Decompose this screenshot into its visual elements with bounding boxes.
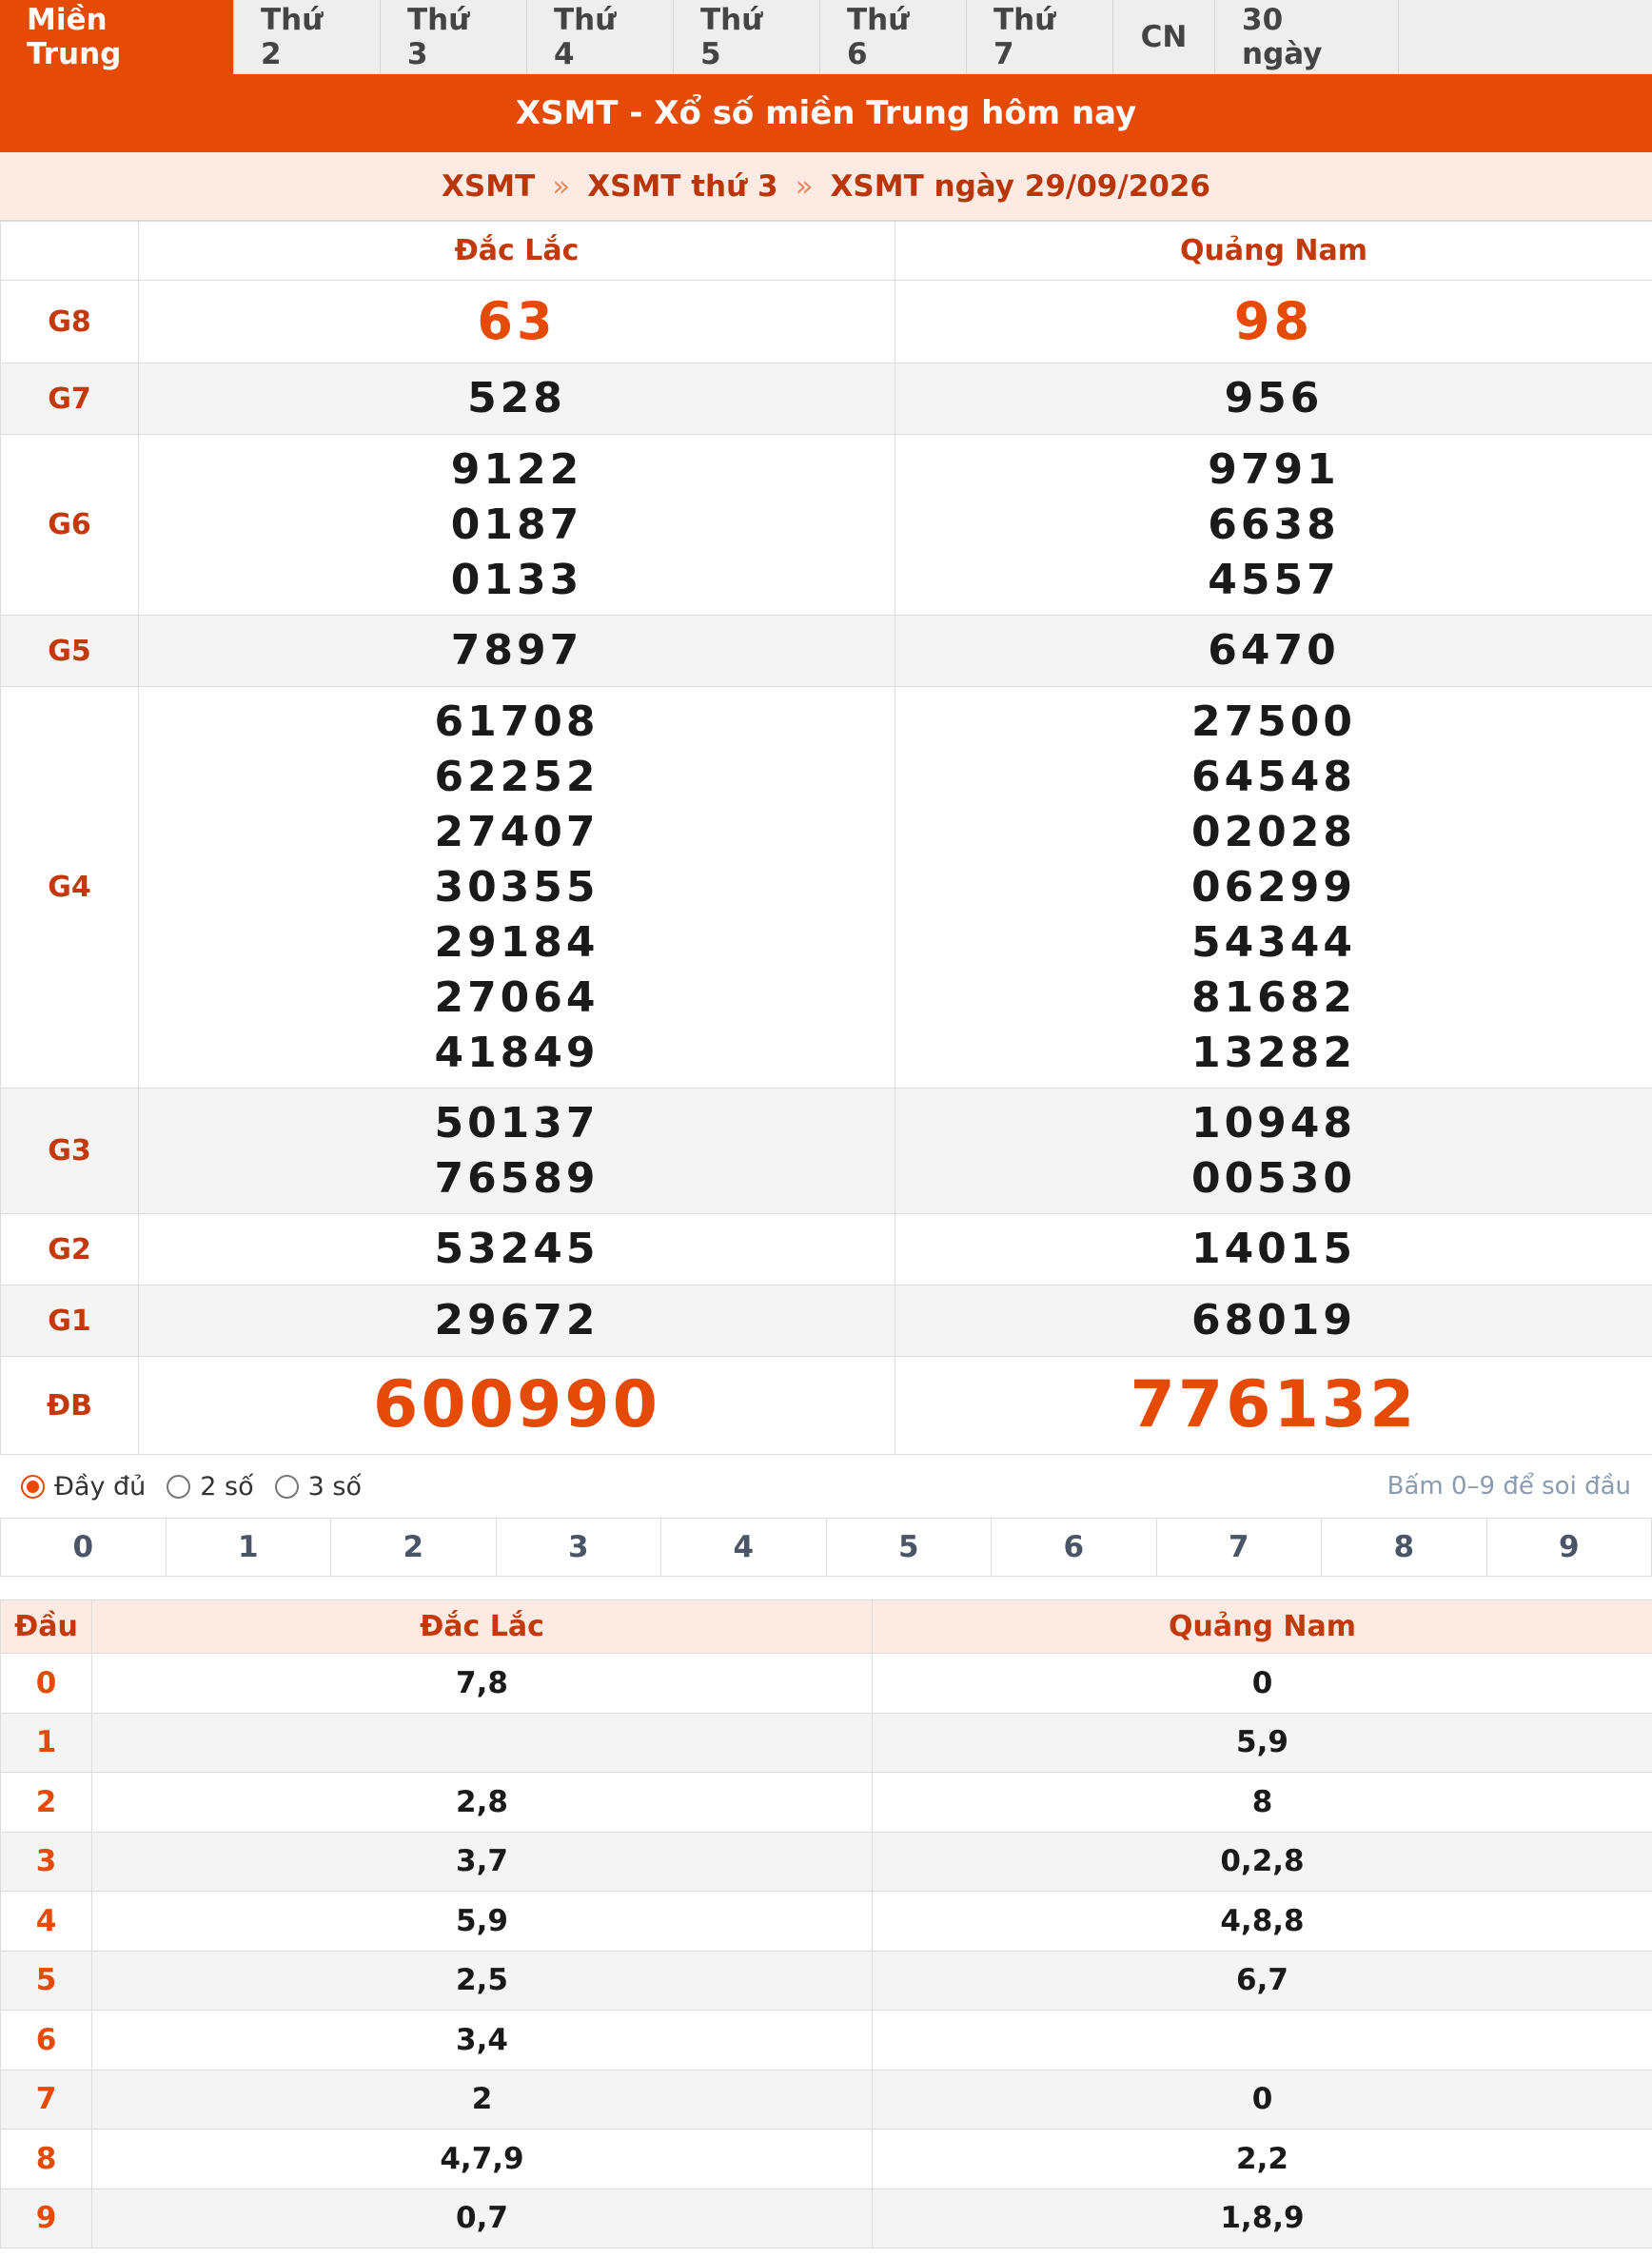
prize-cell xyxy=(895,1357,1652,1455)
dau-values: 2 xyxy=(92,2070,873,2129)
prize-number: 06299 xyxy=(1190,862,1357,912)
breadcrumb-xsmt[interactable]: XSMT xyxy=(442,168,536,204)
prize-label: G4 xyxy=(1,687,139,1089)
digit-filter-bar xyxy=(0,1518,1652,1577)
dau-values: 5,9 xyxy=(873,1713,1652,1773)
prize-cell xyxy=(895,616,1652,687)
prize-number: 528 xyxy=(467,374,566,422)
prize-label: G3 xyxy=(1,1089,139,1214)
dau-row xyxy=(1,2070,1652,2129)
prize-number: 62252 xyxy=(434,752,600,801)
prize-row-g4 xyxy=(1,687,1652,1089)
dau-values: 4,8,8 xyxy=(873,1892,1652,1952)
tab-thu-6[interactable]: Thứ 6 xyxy=(820,0,967,74)
dau-row xyxy=(1,1892,1652,1952)
prize-number: 29184 xyxy=(434,917,600,967)
prize-label: G2 xyxy=(1,1214,139,1286)
prize-number: 956 xyxy=(1224,374,1324,422)
prize-cell xyxy=(139,1357,895,1455)
prize-label: G7 xyxy=(1,363,139,435)
prize-number: 0133 xyxy=(450,555,583,604)
option-3-so[interactable] xyxy=(275,1472,362,1501)
hint-text: Bấm 0–9 để soi đầu xyxy=(1386,1472,1631,1501)
tab-cn[interactable]: CN xyxy=(1113,0,1215,74)
prize-row-g5 xyxy=(1,616,1652,687)
prize-cell xyxy=(139,281,895,363)
dau-values: 0,7 xyxy=(92,2188,873,2248)
digit-button-5[interactable]: 5 xyxy=(827,1519,993,1576)
digit-button-8[interactable]: 8 xyxy=(1322,1519,1487,1576)
dau-values: 2,2 xyxy=(873,2129,1652,2189)
dau-values: 3,4 xyxy=(92,2011,873,2071)
dau-values: 0,2,8 xyxy=(873,1832,1652,1892)
prize-row-g6 xyxy=(1,435,1652,616)
prize-cell xyxy=(139,363,895,435)
tab-30-ngay[interactable]: 30 ngày xyxy=(1215,0,1399,74)
prize-number: 776132 xyxy=(1130,1367,1418,1443)
prize-number: 4557 xyxy=(1208,555,1340,604)
radio-3-so[interactable] xyxy=(275,1475,299,1499)
page-title: XSMT - Xổ số miền Trung hôm nay xyxy=(0,74,1652,152)
prize-number: 00530 xyxy=(1190,1153,1357,1203)
tab-thu-3[interactable]: Thứ 3 xyxy=(381,0,527,74)
dau-values: 3,7 xyxy=(92,1832,873,1892)
breadcrumb-separator: » xyxy=(795,168,814,204)
prize-number: 81682 xyxy=(1190,972,1357,1022)
prize-cell xyxy=(895,281,1652,363)
prize-number: 64548 xyxy=(1190,752,1357,801)
dau-header-quang-nam: Quảng Nam xyxy=(873,1600,1652,1654)
dau-values: 6,7 xyxy=(873,1951,1652,2011)
prize-number: 600990 xyxy=(373,1367,660,1443)
dau-header-dac-lac: Đắc Lắc xyxy=(92,1600,873,1654)
digit-button-4[interactable]: 4 xyxy=(661,1519,827,1576)
prize-row-g2 xyxy=(1,1214,1652,1286)
dau-header: Đầu xyxy=(1,1600,92,1654)
dau-digit: 0 xyxy=(1,1654,92,1714)
dau-digit: 1 xyxy=(1,1713,92,1773)
dau-row xyxy=(1,2188,1652,2248)
option-label: 2 số xyxy=(200,1471,254,1501)
prize-number: 27064 xyxy=(434,972,600,1022)
dau-digit: 8 xyxy=(1,2129,92,2189)
prize-row-g3 xyxy=(1,1089,1652,1214)
option-2-so[interactable] xyxy=(167,1472,253,1501)
province-header-row xyxy=(1,222,1652,281)
tab-thu-4[interactable]: Thứ 4 xyxy=(527,0,674,74)
prize-row-db xyxy=(1,1357,1652,1455)
dau-values xyxy=(92,1713,873,1773)
breadcrumb-separator: » xyxy=(552,168,571,204)
prize-number: 63 xyxy=(477,291,557,351)
breadcrumb-xsmt-date[interactable]: XSMT ngày 29/09/2026 xyxy=(830,168,1210,204)
prize-number: 6638 xyxy=(1208,500,1340,549)
prize-cell xyxy=(139,1089,895,1214)
empty-header-cell xyxy=(1,222,139,281)
prize-cell xyxy=(895,1089,1652,1214)
digit-button-9[interactable]: 9 xyxy=(1487,1519,1652,1576)
prize-row-g1 xyxy=(1,1286,1652,1357)
prize-number: 41849 xyxy=(434,1028,600,1077)
prize-number: 50137 xyxy=(434,1098,600,1148)
prize-number: 02028 xyxy=(1190,807,1357,856)
dau-values xyxy=(873,2011,1652,2071)
digit-button-6[interactable]: 6 xyxy=(992,1519,1157,1576)
tab-thu-2[interactable]: Thứ 2 xyxy=(234,0,381,74)
prize-number: 61708 xyxy=(434,697,600,746)
dau-values: 7,8 xyxy=(92,1654,873,1714)
prize-number: 10948 xyxy=(1190,1098,1357,1148)
dau-row xyxy=(1,1951,1652,2011)
option-label: Đầy đủ xyxy=(54,1471,147,1501)
prize-label: G1 xyxy=(1,1286,139,1357)
prize-number: 6470 xyxy=(1208,626,1340,675)
dau-digit: 3 xyxy=(1,1832,92,1892)
dau-digit: 4 xyxy=(1,1892,92,1952)
prize-number: 0187 xyxy=(450,500,583,549)
dau-values: 0 xyxy=(873,2070,1652,2129)
digit-button-7[interactable]: 7 xyxy=(1157,1519,1323,1576)
tab-thu-7[interactable]: Thứ 7 xyxy=(967,0,1113,74)
dau-row xyxy=(1,1832,1652,1892)
prize-number: 29672 xyxy=(434,1296,600,1344)
option-label: 3 số xyxy=(307,1471,362,1501)
dau-digit: 5 xyxy=(1,1951,92,2011)
radio-2-so[interactable] xyxy=(167,1475,190,1499)
prize-cell xyxy=(139,1286,895,1357)
prize-cell xyxy=(895,1286,1652,1357)
prize-cell xyxy=(895,363,1652,435)
prize-number: 98 xyxy=(1233,291,1314,351)
day-tabs xyxy=(0,0,1652,74)
dau-digit: 6 xyxy=(1,2011,92,2071)
prize-row-g7 xyxy=(1,363,1652,435)
prize-number: 9122 xyxy=(450,444,583,494)
prize-cell xyxy=(895,435,1652,616)
digit-button-3[interactable]: 3 xyxy=(497,1519,662,1576)
prize-cell xyxy=(139,435,895,616)
prize-cell xyxy=(139,1214,895,1286)
prize-number: 30355 xyxy=(434,862,600,912)
prize-label: G5 xyxy=(1,616,139,687)
prize-number: 76589 xyxy=(434,1153,600,1203)
dau-row xyxy=(1,1773,1652,1833)
prize-label: G8 xyxy=(1,281,139,363)
dau-values: 8 xyxy=(873,1773,1652,1833)
prize-number: 54344 xyxy=(1190,917,1357,967)
dau-digit: 7 xyxy=(1,2070,92,2129)
tab-thu-5[interactable]: Thứ 5 xyxy=(674,0,820,74)
digit-button-0[interactable]: 0 xyxy=(0,1519,167,1576)
prize-cell xyxy=(895,687,1652,1089)
breadcrumb xyxy=(0,152,1652,221)
dau-row xyxy=(1,2129,1652,2189)
dau-row xyxy=(1,1713,1652,1773)
dau-digit: 9 xyxy=(1,2188,92,2248)
dau-row xyxy=(1,2011,1652,2071)
option-day-du[interactable] xyxy=(21,1472,146,1501)
prize-row-g8 xyxy=(1,281,1652,363)
prize-number: 13282 xyxy=(1190,1028,1357,1077)
tab-mien-trung[interactable]: Miền Trung xyxy=(0,0,234,74)
digit-button-2[interactable]: 2 xyxy=(331,1519,497,1576)
prize-number: 27500 xyxy=(1190,697,1357,746)
digit-button-1[interactable]: 1 xyxy=(167,1519,332,1576)
dau-table xyxy=(0,1600,1652,2248)
prize-number: 7897 xyxy=(450,626,583,675)
dau-values: 1,8,9 xyxy=(873,2188,1652,2248)
dau-digit: 2 xyxy=(1,1773,92,1833)
dau-values: 4,7,9 xyxy=(92,2129,873,2189)
prize-cell xyxy=(895,1214,1652,1286)
prize-number: 14015 xyxy=(1190,1225,1357,1273)
dau-values: 0 xyxy=(873,1654,1652,1714)
prize-cell xyxy=(139,616,895,687)
dau-header-row xyxy=(1,1600,1652,1654)
dau-row xyxy=(1,1654,1652,1714)
results-table xyxy=(0,221,1652,1455)
dau-values: 2,5 xyxy=(92,1951,873,2011)
prize-number: 9791 xyxy=(1208,444,1340,494)
dau-values: 5,9 xyxy=(92,1892,873,1952)
province-dac-lac: Đắc Lắc xyxy=(139,222,895,281)
radio-day-du[interactable] xyxy=(21,1475,45,1499)
prize-number: 68019 xyxy=(1190,1296,1357,1344)
prize-label: ĐB xyxy=(1,1357,139,1455)
dau-values: 2,8 xyxy=(92,1773,873,1833)
province-quang-nam: Quảng Nam xyxy=(895,222,1652,281)
prize-label: G6 xyxy=(1,435,139,616)
display-options xyxy=(0,1455,1652,1518)
prize-number: 53245 xyxy=(434,1225,600,1273)
prize-number: 27407 xyxy=(434,807,600,856)
prize-cell xyxy=(139,687,895,1089)
breadcrumb-xsmt-thu-3[interactable]: XSMT thứ 3 xyxy=(587,168,778,204)
